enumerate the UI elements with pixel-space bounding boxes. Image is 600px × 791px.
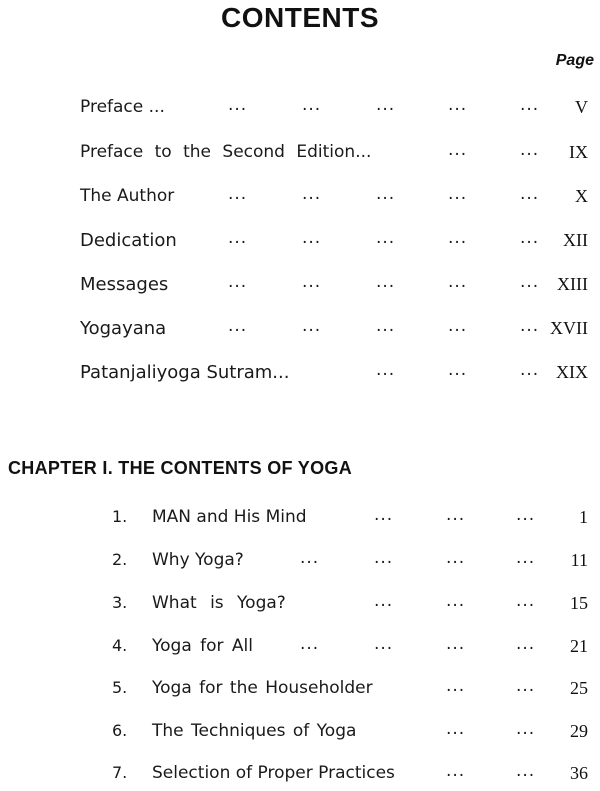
leader-dots: ... <box>520 95 540 115</box>
leader-dots: ... <box>376 95 396 115</box>
leader-dots: ... <box>228 95 248 115</box>
leader-dots: ... <box>448 360 468 380</box>
leader-dots: ... <box>516 548 536 568</box>
toc-entry[interactable] <box>80 274 588 302</box>
leader-dots: ... <box>446 634 466 654</box>
leader-dots: ... <box>516 719 536 739</box>
chapter-entry[interactable] <box>112 593 588 621</box>
toc-entry[interactable] <box>80 142 588 170</box>
leader-dots: ... <box>300 634 320 654</box>
leader-dots: ... <box>516 761 536 781</box>
page-number: 11 <box>570 550 588 570</box>
entry-number: 5. <box>112 678 128 697</box>
page-number: 21 <box>570 636 588 656</box>
leader-dots: ... <box>374 548 394 568</box>
leader-dots: ... <box>446 676 466 696</box>
leader-dots: ... <box>376 316 396 336</box>
page-number: 29 <box>570 721 588 741</box>
leader-dots: ... <box>520 140 540 160</box>
leader-dots: ... <box>446 548 466 568</box>
entry-number: 3. <box>112 593 128 612</box>
toc-entry-label: Yogayana <box>80 318 167 339</box>
leader-dots: ... <box>520 228 540 248</box>
leader-dots: ... <box>302 228 322 248</box>
leader-dots: ... <box>516 591 536 611</box>
leader-dots: ... <box>302 272 322 292</box>
leader-dots: ... <box>374 634 394 654</box>
chapter-entry[interactable] <box>112 678 588 706</box>
entry-number: 2. <box>112 550 128 569</box>
entry-label: Why Yoga? <box>152 550 244 570</box>
toc-entry[interactable] <box>80 318 588 346</box>
entry-number: 6. <box>112 721 128 740</box>
page-number: XVII <box>550 318 588 338</box>
contents-title: CONTENTS <box>221 2 379 33</box>
chapter-entry[interactable] <box>112 636 588 664</box>
leader-dots: ... <box>376 272 396 292</box>
entry-number: 1. <box>112 507 128 526</box>
page-number: X <box>575 186 588 206</box>
page-number: V <box>575 97 588 117</box>
toc-entry[interactable] <box>80 230 588 258</box>
entry-label: Yoga for the Householder <box>152 678 373 698</box>
entry-label: What is Yoga? <box>152 593 286 613</box>
leader-dots: ... <box>520 360 540 380</box>
leader-dots: ... <box>228 228 248 248</box>
leader-dots: ... <box>302 95 322 115</box>
toc-entry-label: Patanjaliyoga Sutram... <box>80 362 290 383</box>
leader-dots: ... <box>516 634 536 654</box>
leader-dots: ... <box>302 184 322 204</box>
leader-dots: ... <box>448 316 468 336</box>
leader-dots: ... <box>448 95 468 115</box>
toc-entry-label: Dedication <box>80 230 177 251</box>
toc-entry-label: Preface ... <box>80 97 165 117</box>
page-number: 36 <box>570 763 588 783</box>
toc-entry[interactable] <box>80 362 588 390</box>
leader-dots: ... <box>446 591 466 611</box>
toc-entry-label: The Author <box>80 186 175 206</box>
leader-dots: ... <box>520 184 540 204</box>
chapter-heading: CHAPTER I. THE CONTENTS OF YOGA <box>8 458 352 478</box>
leader-dots: ... <box>448 228 468 248</box>
entry-number: 4. <box>112 636 128 655</box>
leader-dots: ... <box>300 548 320 568</box>
leader-dots: ... <box>516 505 536 525</box>
page-number: 25 <box>570 678 588 698</box>
leader-dots: ... <box>446 761 466 781</box>
leader-dots: ... <box>448 184 468 204</box>
leader-dots: ... <box>448 272 468 292</box>
leader-dots: ... <box>520 316 540 336</box>
leader-dots: ... <box>228 272 248 292</box>
leader-dots: ... <box>228 184 248 204</box>
entry-number: 7. <box>112 763 128 782</box>
leader-dots: ... <box>376 184 396 204</box>
page-column-header: Page <box>555 52 594 69</box>
page-number: XIII <box>557 274 588 294</box>
chapter-entry[interactable] <box>112 550 588 578</box>
page-number: XIX <box>556 362 588 382</box>
entry-label: Selection of Proper Practices <box>152 763 395 783</box>
entry-label: Yoga for All <box>152 636 253 656</box>
leader-dots: ... <box>302 316 322 336</box>
leader-dots: ... <box>520 272 540 292</box>
page-number: 15 <box>570 593 588 613</box>
leader-dots: ... <box>376 228 396 248</box>
toc-entry[interactable] <box>80 186 588 214</box>
leader-dots: ... <box>228 316 248 336</box>
chapter-entry[interactable] <box>112 721 588 749</box>
page-number: XII <box>563 230 588 250</box>
leader-dots: ... <box>446 505 466 525</box>
leader-dots: ... <box>446 719 466 739</box>
entry-label: MAN and His Mind <box>152 507 307 527</box>
leader-dots: ... <box>448 140 468 160</box>
toc-entry-label: Preface to the Second Edition... <box>80 142 372 162</box>
toc-entry[interactable] <box>80 97 588 125</box>
entry-label: The Techniques of Yoga <box>152 721 357 741</box>
chapter-entry[interactable] <box>112 763 588 791</box>
page-number: IX <box>569 142 588 162</box>
leader-dots: ... <box>516 676 536 696</box>
leader-dots: ... <box>374 591 394 611</box>
toc-entry-label: Messages <box>80 274 169 295</box>
page-number: 1 <box>579 507 588 527</box>
leader-dots: ... <box>376 360 396 380</box>
leader-dots: ... <box>374 505 394 525</box>
chapter-entry[interactable] <box>112 507 588 535</box>
